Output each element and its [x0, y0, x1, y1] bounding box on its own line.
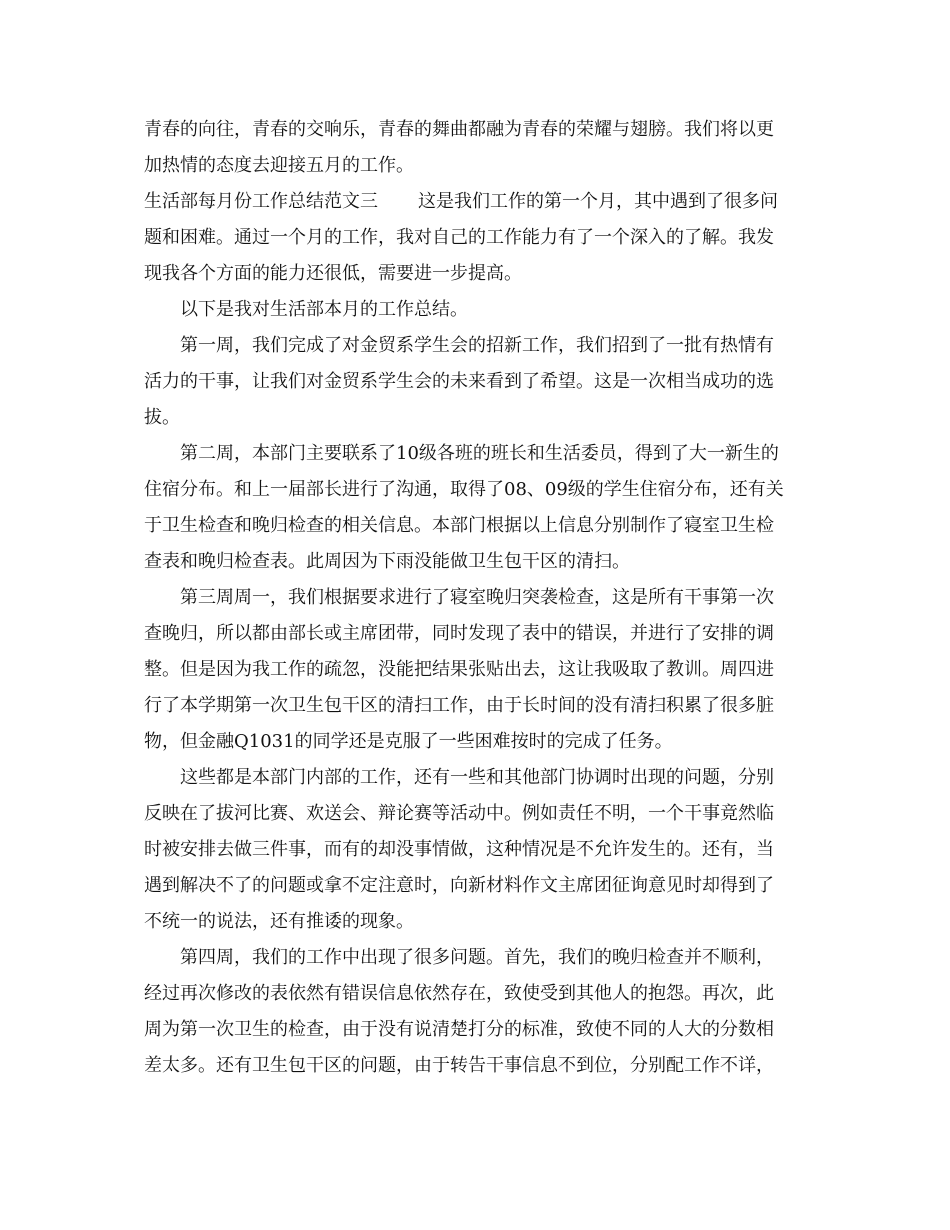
document-body	[144, 112, 808, 1084]
text-line: 住宿分布。和上一届部长进行了沟通，取得了08、09级的学生住宿分布，还有关	[144, 479, 784, 500]
text-line: 查表和晚归检查表。此周因为下雨没能做卫生包干区的清扫。	[144, 551, 630, 572]
paragraph-8	[144, 940, 808, 1084]
text-line: 拔。	[144, 407, 180, 428]
text-line: 第一周，我们完成了对金贸系学生会的招新工作，我们招到了一批有热情有	[180, 335, 774, 356]
text-line: 反映在了拔河比赛、欢送会、辩论赛等活动中。例如责任不明，一个干事竟然临	[144, 803, 774, 824]
text-line: 第四周，我们的工作中出现了很多问题。首先，我们的晚归检查并不顺利，	[180, 947, 774, 968]
text-line: 这些都是本部门内部的工作，还有一些和其他部门协调时出现的问题，分别	[180, 767, 774, 788]
paragraph-5	[144, 436, 808, 580]
paragraph-6	[144, 580, 808, 760]
text-line: 物，但金融Q1031的同学还是克服了一些困难按时的完成了任务。	[144, 731, 673, 752]
text-line	[144, 184, 808, 220]
paragraph-3	[144, 292, 808, 328]
text-line: 于卫生检查和晚归检查的相关信息。本部门根据以上信息分别制作了寝室卫生检	[144, 515, 774, 536]
text-line: 加热情的态度去迎接五月的工作。	[144, 155, 414, 176]
text-line: 不统一的说法，还有推诿的现象。	[144, 911, 414, 932]
section-first-line: 这是我们工作的第一个月，其中遇到了很多问	[418, 191, 778, 212]
text-line: 青春的向往，青春的交响乐，青春的舞曲都融为青春的荣耀与翅膀。我们将以更	[144, 119, 774, 140]
text-line: 题和困难。通过一个月的工作，我对自己的工作能力有了一个深入的了解。我发	[144, 227, 774, 248]
text-line: 周为第一次卫生的检查，由于没有说清楚打分的标准，致使不同的人大的分数相	[144, 1019, 774, 1040]
section-title: 生活部每月份工作总结范文三	[144, 191, 378, 212]
paragraph-1	[144, 112, 808, 184]
text-line: 活力的干事，让我们对金贸系学生会的未来看到了希望。这是一次相当成功的选	[144, 371, 774, 392]
paragraph-4	[144, 328, 808, 436]
text-line: 以下是我对生活部本月的工作总结。	[180, 299, 468, 320]
text-line: 时被安排去做三件事，而有的却没事情做，这种情况是不允许发生的。还有，当	[144, 839, 774, 860]
text-line: 经过再次修改的表依然有错误信息依然存在，致使受到其他人的抱怨。再次，此	[144, 983, 774, 1004]
text-line: 整。但是因为我工作的疏忽，没能把结果张贴出去，这让我吸取了教训。周四进	[144, 659, 774, 680]
text-line: 行了本学期第一次卫生包干区的清扫工作，由于长时间的没有清扫积累了很多脏	[144, 695, 774, 716]
text-line: 第二周，本部门主要联系了10级各班的班长和生活委员，得到了大一新生的	[180, 443, 779, 464]
paragraph-7	[144, 760, 808, 940]
text-line: 现我各个方面的能力还很低，需要进一步提高。	[144, 263, 522, 284]
text-line: 查晚归，所以都由部长或主席团带，同时发现了表中的错误，并进行了安排的调	[144, 623, 774, 644]
text-line: 遇到解决不了的问题或拿不定注意时，向新材料作文主席团征询意见时却得到了	[144, 875, 774, 896]
text-line: 差太多。还有卫生包干区的问题，由于转告干事信息不到位，分别配工作不详，	[144, 1055, 774, 1076]
text-line: 第三周周一，我们根据要求进行了寝室晚归突袭检查，这是所有干事第一次	[180, 587, 774, 608]
paragraph-2	[144, 184, 808, 292]
